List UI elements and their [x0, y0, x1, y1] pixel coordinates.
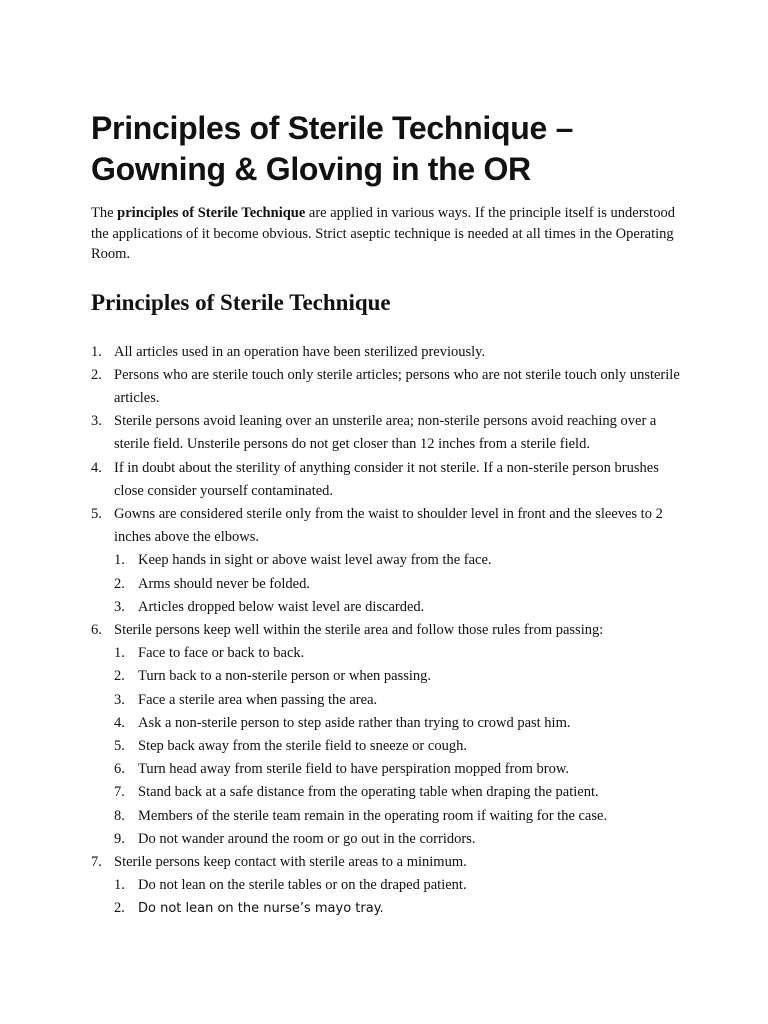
sub-item-text: Turn head away from sterile field to have perspiration mopped from brow.: [138, 761, 569, 778]
list-item-number: 2.: [91, 366, 102, 383]
list-item: [91, 457, 691, 503]
sub-list-item: [91, 735, 691, 758]
list-item: [91, 364, 691, 410]
section-heading: Principles of Sterile Technique: [91, 289, 391, 315]
sub-list-item: [91, 712, 691, 735]
sublist-gowns: [91, 549, 691, 619]
sub-item-text: Do not lean on the nurse’s mayo tray.: [138, 901, 384, 917]
sub-item-text: Do not lean on the sterile tables or on the draped patient.: [138, 877, 467, 894]
sub-item-number: 2.: [114, 575, 125, 592]
sub-item-text: Face to face or back to back.: [138, 645, 305, 662]
sublist-passing: [91, 642, 691, 851]
sub-list-item: [91, 689, 691, 712]
sub-item-number: 5.: [114, 737, 125, 754]
sub-item-number: 2.: [114, 900, 125, 917]
list-item-number: 5.: [91, 505, 102, 522]
intro-paragraph: [91, 203, 691, 265]
sub-item-number: 8.: [114, 807, 125, 824]
list-item-text: All articles used in an operation have been sterilized previously.: [114, 343, 486, 360]
sub-item-number: 2.: [114, 668, 125, 685]
list-item-text: Sterile persons avoid leaning over an unsterile area; non-sterile persons avoid reaching over a sterile field. Unsterile persons do not get closer than 12 inches from a sterile field.: [114, 413, 657, 453]
sub-list-item: [91, 781, 691, 804]
document-page: [91, 108, 691, 921]
sub-item-text: Turn back to a non-sterile person or when passing.: [138, 668, 432, 685]
sub-item-text: Face a sterile area when passing the area.: [138, 691, 378, 708]
list-item: [91, 341, 691, 364]
sub-list-item: [91, 665, 691, 688]
list-item-text: Sterile persons keep contact with sterile areas to a minimum.: [114, 853, 467, 870]
sub-item-number: 1.: [114, 552, 125, 569]
sub-list-item: [91, 805, 691, 828]
sub-list-item: [91, 596, 691, 619]
sub-item-text: Articles dropped below waist level are discarded.: [138, 598, 425, 615]
sub-list-item: [91, 549, 691, 572]
intro-suffix: are applied in various ways. If the principle itself is understood the applications of it become obvious. Strict aseptic technique is needed at all times in the Operating Room.: [91, 205, 675, 262]
sub-item-text: Stand back at a safe distance from the operating table when draping the patient.: [138, 784, 599, 801]
sub-item-text: Keep hands in sight or above waist level away from the face.: [138, 552, 492, 569]
title-line-2: Gowning & Gloving in the OR: [91, 151, 531, 187]
sublist-contact: [91, 874, 691, 920]
list-item-text: If in doubt about the sterility of anything consider it not sterile. If a non-sterile person brushes close consider yourself contaminated.: [114, 459, 659, 499]
list-item-text: Sterile persons keep well within the sterile area and follow those rules from passing:: [114, 621, 604, 638]
intro-bold-term: principles of Sterile Technique: [117, 205, 306, 221]
sub-item-number: 3.: [114, 691, 125, 708]
list-item-number: 3.: [91, 413, 102, 430]
sub-item-text: Members of the sterile team remain in the operating room if waiting for the case.: [138, 807, 608, 824]
sub-item-number: 4.: [114, 714, 125, 731]
sub-item-number: 6.: [114, 761, 125, 778]
list-item-text: Persons who are sterile touch only sterile articles; persons who are not sterile touch only unsterile articles.: [114, 366, 680, 406]
sub-list-item: [91, 573, 691, 596]
sub-item-number: 9.: [114, 830, 125, 847]
list-item-number: 1.: [91, 343, 102, 360]
sub-list-item: [91, 828, 691, 851]
sub-item-text: Do not wander around the room or go out in the corridors.: [138, 830, 476, 847]
principles-list: [91, 341, 691, 921]
list-item-text: Gowns are considered sterile only from the waist to shoulder level in front and the sleeves to 2 inches above the elbows.: [114, 505, 663, 546]
sub-item-text: Arms should never be folded.: [138, 575, 310, 592]
intro-prefix: The: [91, 205, 118, 221]
sub-item-number: 1.: [114, 645, 125, 662]
list-item: [91, 619, 691, 642]
list-item: [91, 851, 691, 874]
list-item-number: 4.: [91, 459, 102, 476]
title-line-1: Principles of Sterile Technique –: [91, 110, 574, 146]
sub-list-item: [91, 897, 691, 920]
sub-item-number: 7.: [114, 784, 125, 801]
list-item: [91, 503, 691, 549]
list-item-number: 7.: [91, 853, 102, 870]
list-item: [91, 410, 691, 456]
sub-item-number: 3.: [114, 598, 125, 615]
sub-list-item: [91, 758, 691, 781]
sub-item-text: Step back away from the sterile field to sneeze or cough.: [138, 737, 467, 754]
page-title: [91, 108, 691, 190]
sub-item-number: 1.: [114, 877, 125, 894]
list-item-number: 6.: [91, 621, 102, 638]
sub-list-item: [91, 874, 691, 897]
sub-list-item: [91, 642, 691, 665]
sub-item-text: Ask a non-sterile person to step aside rather than trying to crowd past him.: [138, 714, 571, 731]
